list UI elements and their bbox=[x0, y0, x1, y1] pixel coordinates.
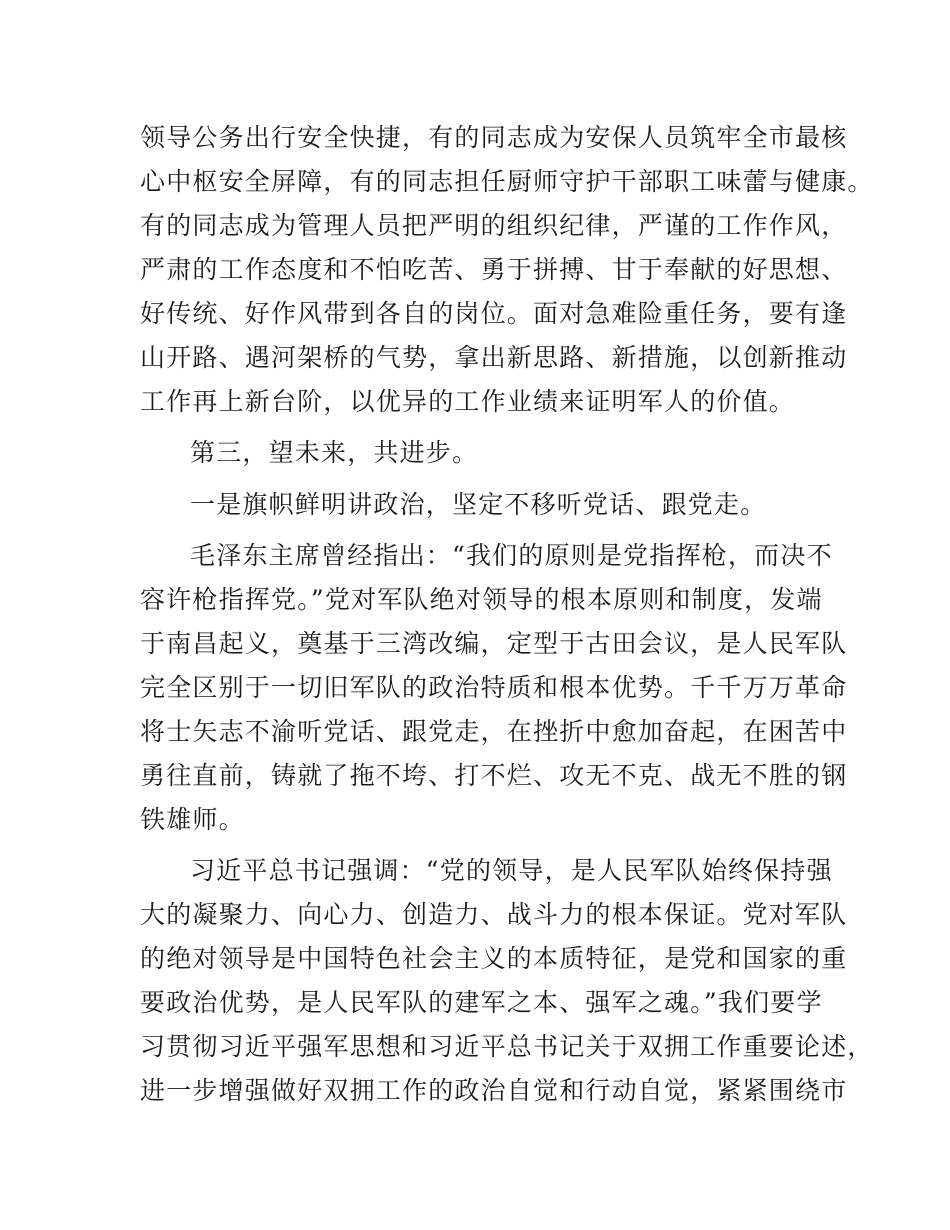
text-line: 的绝对领导是中国特色社会主义的本质特征，是党和国家的重 bbox=[140, 944, 848, 973]
text-line: 于南昌起义，奠基于三湾改编，定型于古田会议，是人民军队 bbox=[140, 629, 848, 658]
text-line: 习贯彻习近平强军思想和习近平总书记关于双拥工作重要论述， bbox=[140, 1032, 874, 1061]
text-line: 工作再上新台阶，以优异的工作业绩来证明军人的价值。 bbox=[140, 387, 796, 416]
text-line: 容许枪指挥党。”党对军队绝对领导的根本原则和制度，发端 bbox=[140, 585, 823, 614]
text-line: 有的同志成为管理人员把严明的组织纪律，严谨的工作作风， bbox=[140, 211, 848, 240]
text-line: 完全区别于一切旧军队的政治特质和根本优势。千千万万革命 bbox=[140, 673, 848, 702]
text-line: 铁雄师。 bbox=[140, 805, 245, 834]
text-line: 习近平总书记强调：“党的领导，是人民军队始终保持强 bbox=[190, 856, 833, 885]
text-line: 要政治优势，是人民军队的建军之本、强军之魂。”我们要学 bbox=[140, 988, 823, 1017]
text-line: 进一步增强做好双拥工作的政治自觉和行动自觉，紧紧围绕市 bbox=[140, 1076, 848, 1105]
text-line: 严肃的工作态度和不怕吃苦、勇于拼搏、甘于奉献的好思想、 bbox=[140, 255, 848, 284]
text-line: 勇往直前，铸就了拖不垮、打不烂、攻无不克、战无不胜的钢 bbox=[140, 761, 848, 790]
text-line: 领导公务出行安全快捷，有的同志成为安保人员筑牢全市最核 bbox=[140, 123, 848, 152]
text-line: 心中枢安全屏障，有的同志担任厨师守护干部职工味蕾与健康。 bbox=[140, 167, 874, 196]
text-line: 毛泽东主席曾经指出：“我们的原则是党指挥枪，而决不 bbox=[190, 541, 833, 570]
text-line: 大的凝聚力、向心力、创造力、战斗力的根本保证。党对军队 bbox=[140, 900, 848, 929]
text-line: 将士矢志不渝听党话、跟党走，在挫折中愈加奋起，在困苦中 bbox=[140, 717, 848, 746]
subsection-heading: 一是旗帜鲜明讲政治，坚定不移听党话、跟党走。 bbox=[190, 490, 767, 519]
text-line: 山开路、遇河架桥的气势，拿出新思路、新措施，以创新推动 bbox=[140, 343, 848, 372]
text-line: 好传统、好作风带到各自的岗位。面对急难险重任务，要有逢 bbox=[140, 299, 848, 328]
section-heading: 第三，望未来，共进步。 bbox=[190, 438, 479, 467]
